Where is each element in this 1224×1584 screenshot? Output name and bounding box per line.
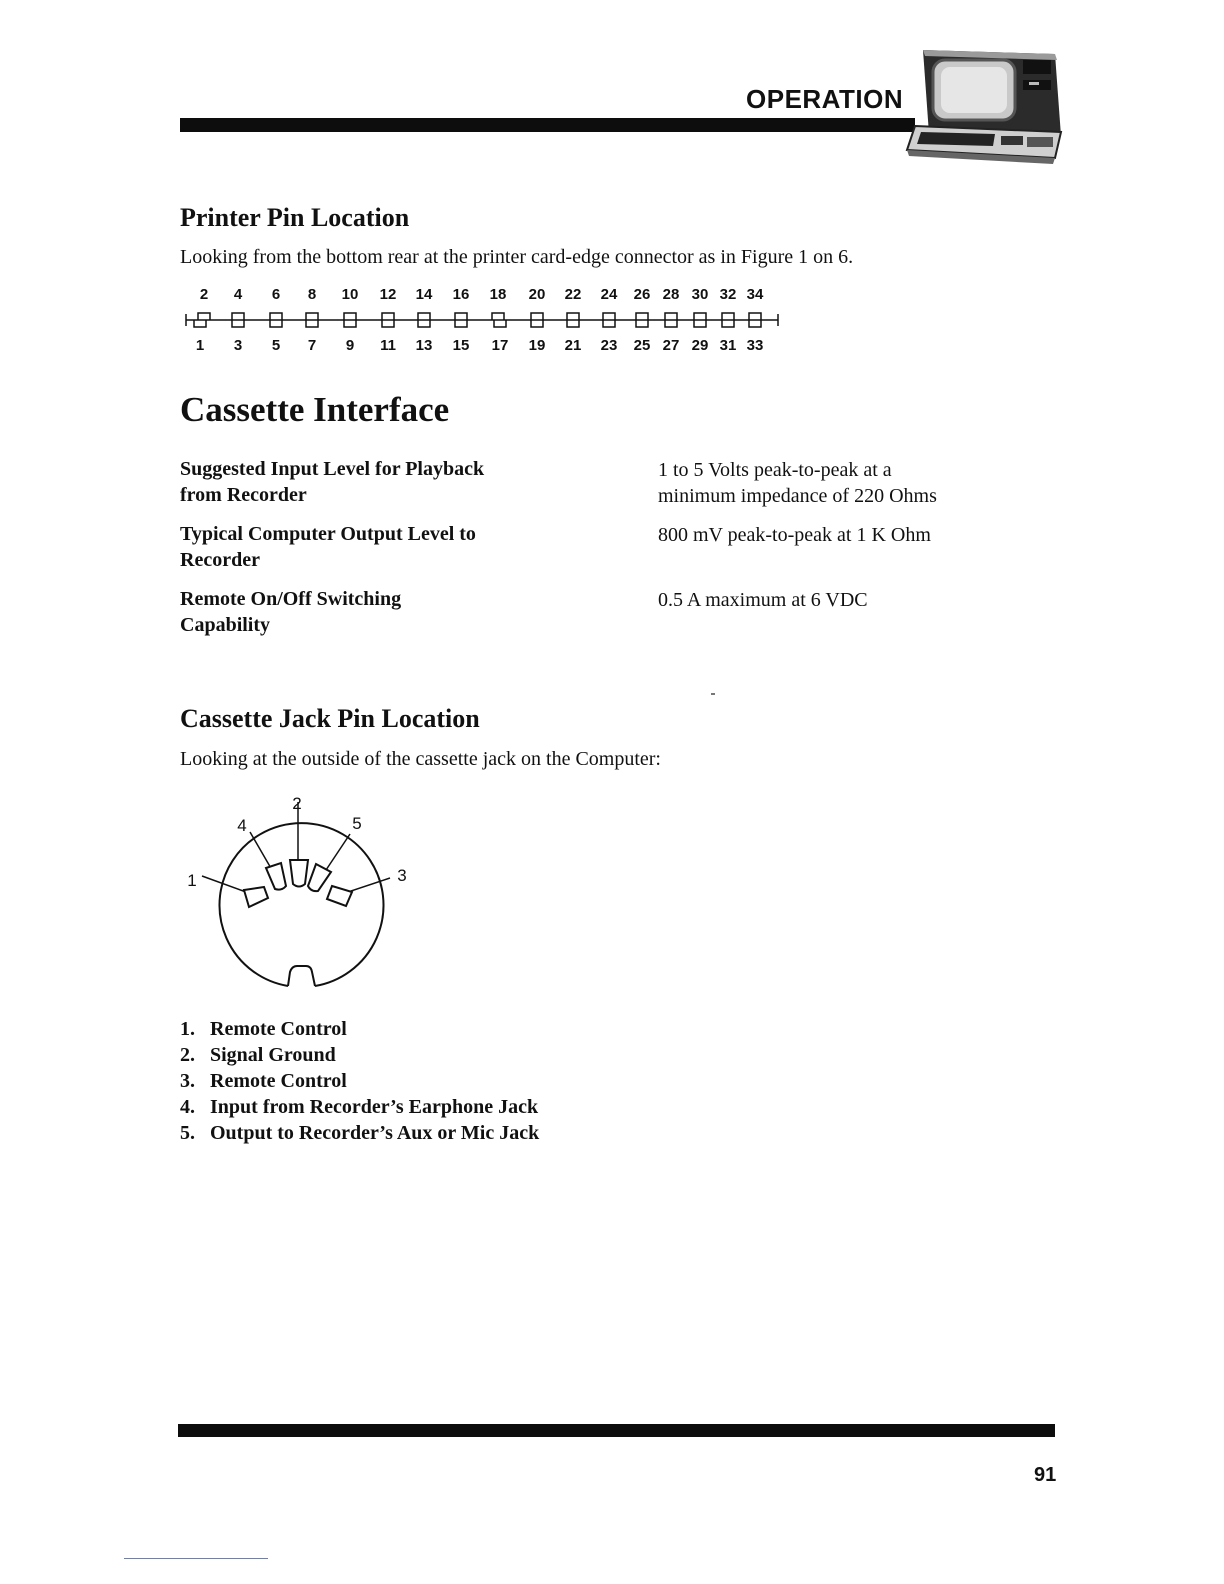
top-pin-pad bbox=[603, 313, 615, 320]
bottom-pin-pad bbox=[382, 320, 394, 327]
top-pin-pad bbox=[665, 313, 677, 320]
computer-illustration bbox=[905, 46, 1065, 166]
top-pin-label: 26 bbox=[633, 286, 651, 303]
jack-pin-label: 5 bbox=[352, 814, 362, 833]
spec-label-input-level bbox=[180, 456, 540, 508]
bottom-pin-pad bbox=[749, 320, 761, 327]
bottom-pin-pad bbox=[270, 320, 282, 327]
top-pin-label: 32 bbox=[719, 286, 737, 303]
bottom-pin-label: 3 bbox=[233, 337, 243, 354]
spec-label-remote-switching bbox=[180, 586, 540, 638]
top-pin-label: 28 bbox=[662, 286, 680, 303]
jack-pin-list bbox=[180, 1016, 539, 1146]
top-pin-pad bbox=[232, 313, 244, 320]
spec-label-line: from Recorder bbox=[180, 484, 307, 506]
list-item-number: 5. bbox=[180, 1122, 195, 1144]
bottom-pin-pad bbox=[194, 320, 206, 327]
top-pin-label: 18 bbox=[489, 286, 507, 303]
top-pin-pad bbox=[344, 313, 356, 320]
top-pin-label: 30 bbox=[691, 286, 709, 303]
bottom-pin-pad bbox=[722, 320, 734, 327]
list-item bbox=[180, 1120, 539, 1146]
spec-label-line: Typical Computer Output Level to bbox=[180, 523, 476, 545]
page-number: 91 bbox=[1034, 1464, 1057, 1486]
top-pin-pad bbox=[198, 313, 210, 320]
bottom-pin-label: 23 bbox=[600, 337, 618, 354]
footer-rule bbox=[178, 1424, 1055, 1437]
list-item bbox=[180, 1068, 539, 1094]
bottom-pin-label: 15 bbox=[452, 337, 470, 354]
list-item bbox=[180, 1042, 539, 1068]
bottom-pin-label: 21 bbox=[564, 337, 582, 354]
spec-value-line: minimum impedance of 220 Ohms bbox=[658, 485, 937, 507]
bottom-pin-label: 17 bbox=[491, 337, 509, 354]
bottom-pin-label: 13 bbox=[415, 337, 433, 354]
bottom-pin-pad bbox=[531, 320, 543, 327]
top-pin-pad bbox=[382, 313, 394, 320]
top-pin-label: 10 bbox=[341, 286, 359, 303]
spec-value-remote-switching bbox=[658, 587, 988, 613]
list-item-number: 1. bbox=[180, 1018, 195, 1040]
spec-value-input-level bbox=[658, 457, 988, 509]
spec-value-line: 0.5 A maximum at 6 VDC bbox=[658, 589, 868, 611]
list-item-number: 4. bbox=[180, 1096, 195, 1118]
list-item-number: 3. bbox=[180, 1070, 195, 1092]
top-pin-label: 20 bbox=[528, 286, 546, 303]
list-item bbox=[180, 1016, 539, 1042]
page-edge-line bbox=[124, 1558, 268, 1559]
bottom-pin-pad bbox=[567, 320, 579, 327]
bottom-pin-pad bbox=[306, 320, 318, 327]
spec-value-line: 800 mV peak-to-peak at 1 K Ohm bbox=[658, 524, 931, 546]
bottom-pin-label: 29 bbox=[691, 337, 709, 354]
list-item-text: Output to Recorder’s Aux or Mic Jack bbox=[210, 1122, 540, 1144]
jack-pin-label: 1 bbox=[187, 871, 197, 890]
bottom-pin-pad bbox=[694, 320, 706, 327]
card-edge-connector-diagram bbox=[180, 282, 790, 362]
list-item-text: Remote Control bbox=[210, 1070, 347, 1092]
printer-pin-description: Looking from the bottom rear at the printer card-edge connector as in Figure 1 on 6. bbox=[180, 246, 854, 268]
bottom-pin-label: 5 bbox=[271, 337, 281, 354]
bottom-pin-pad bbox=[494, 320, 506, 327]
top-pin-label: 2 bbox=[199, 286, 209, 303]
top-pin-label: 4 bbox=[233, 286, 243, 303]
top-pin-pad bbox=[531, 313, 543, 320]
top-pin-pad bbox=[722, 313, 734, 320]
spec-value-line: 1 to 5 Volts peak-to-peak at a bbox=[658, 459, 892, 481]
din-jack-diagram bbox=[180, 790, 420, 1005]
bottom-pin-pad bbox=[603, 320, 615, 327]
bottom-pin-label: 27 bbox=[662, 337, 680, 354]
top-pin-label: 6 bbox=[271, 286, 281, 303]
spec-label-line: Capability bbox=[180, 614, 271, 636]
bottom-pin-label: 9 bbox=[345, 337, 355, 354]
top-pin-pad bbox=[636, 313, 648, 320]
top-pin-pad bbox=[567, 313, 579, 320]
top-pin-label: 12 bbox=[379, 286, 397, 303]
bottom-pin-label: 19 bbox=[528, 337, 546, 354]
bottom-pin-label: 33 bbox=[746, 337, 764, 354]
list-item-text: Input from Recorder’s Earphone Jack bbox=[210, 1096, 539, 1118]
bottom-pin-pad bbox=[232, 320, 244, 327]
printer-pin-heading: Printer Pin Location bbox=[180, 203, 410, 232]
jack-pin-label: 4 bbox=[237, 816, 247, 835]
cassette-jack-description: Looking at the outside of the cassette jack on the Computer: bbox=[180, 748, 661, 770]
top-pin-label: 22 bbox=[564, 286, 582, 303]
top-pin-pad bbox=[492, 313, 504, 320]
list-item-text: Signal Ground bbox=[210, 1044, 336, 1066]
top-pin-pad bbox=[749, 313, 761, 320]
top-pin-pad bbox=[306, 313, 318, 320]
spec-label-line: Remote On/Off Switching bbox=[180, 588, 402, 610]
bottom-pin-label: 31 bbox=[719, 337, 737, 354]
top-pin-label: 8 bbox=[307, 286, 317, 303]
bottom-pin-label: 7 bbox=[307, 337, 317, 354]
spec-label-line: Suggested Input Level for Playback bbox=[180, 458, 485, 480]
spec-label-output-level bbox=[180, 521, 540, 573]
bottom-pin-label: 11 bbox=[380, 337, 396, 354]
list-item-text: Remote Control bbox=[210, 1018, 347, 1040]
top-pin-pad bbox=[270, 313, 282, 320]
bottom-pin-pad bbox=[636, 320, 648, 327]
bottom-pin-label: 25 bbox=[633, 337, 651, 354]
section-label: OPERATION bbox=[746, 84, 904, 114]
jack-pin-label: 2 bbox=[292, 794, 302, 813]
bottom-pin-pad bbox=[665, 320, 677, 327]
top-pin-label: 24 bbox=[600, 286, 618, 303]
cassette-jack-heading: Cassette Jack Pin Location bbox=[180, 704, 480, 733]
top-pin-label: 34 bbox=[746, 286, 764, 303]
list-item bbox=[180, 1094, 539, 1120]
print-speck bbox=[711, 693, 715, 695]
top-pin-pad bbox=[455, 313, 467, 320]
bottom-pin-pad bbox=[418, 320, 430, 327]
top-pin-pad bbox=[418, 313, 430, 320]
top-pin-label: 14 bbox=[415, 286, 433, 303]
bottom-pin-pad bbox=[455, 320, 467, 327]
jack-pin-label: 3 bbox=[397, 866, 407, 885]
spec-value-output-level bbox=[658, 522, 988, 548]
bottom-pin-label: 1 bbox=[195, 337, 205, 354]
header-rule bbox=[180, 118, 915, 132]
top-pin-pad bbox=[694, 313, 706, 320]
list-item-number: 2. bbox=[180, 1044, 195, 1066]
spec-label-line: Recorder bbox=[180, 549, 260, 571]
cassette-interface-heading: Cassette Interface bbox=[180, 390, 450, 429]
bottom-pin-pad bbox=[344, 320, 356, 327]
top-pin-label: 16 bbox=[452, 286, 470, 303]
